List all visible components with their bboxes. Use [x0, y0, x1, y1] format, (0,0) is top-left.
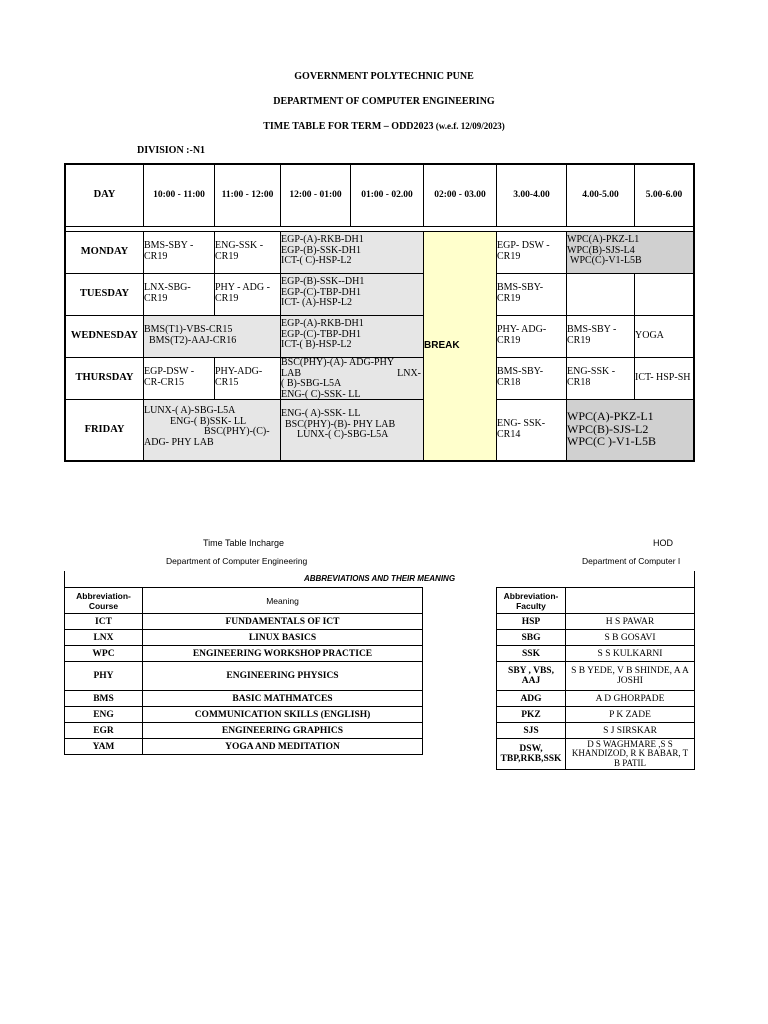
line: CR19 — [144, 292, 168, 304]
line: ENG-SSK - — [215, 240, 264, 251]
thursday-lab — [281, 358, 424, 400]
course-abbreviations-table — [64, 587, 423, 755]
meaning-header: Meaning — [143, 588, 423, 614]
faculty-name: D S WAGHMARE ,S S KHANDIZOD, R K BABAR, T B PATIL — [566, 739, 695, 770]
department-name: DEPARTMENT OF COMPUTER ENGINEERING — [273, 96, 495, 107]
tuesday-lab — [281, 274, 424, 316]
tuesday-slot-6 — [497, 274, 567, 316]
table-row — [497, 614, 695, 630]
line: PHY-ADG- — [215, 366, 263, 377]
slot-header: 10:00 - 11:00 — [144, 165, 215, 227]
monday-slot-6 — [497, 232, 567, 274]
faculty-abbr: SBY , VBS, AAJ — [497, 662, 566, 691]
hod-label: HOD — [653, 538, 673, 548]
faculty-abbreviations-table — [496, 587, 695, 770]
slot-header: 01:00 - 02.00 — [351, 165, 424, 227]
course-meaning: BASIC MATHMATCES — [143, 691, 423, 707]
faculty-name: P K ZADE — [566, 707, 695, 723]
table-row — [65, 723, 423, 739]
faculty-abbr: SJS — [497, 723, 566, 739]
table-row — [497, 723, 695, 739]
line: LNX-SBG- — [144, 282, 191, 293]
friday-lab-1 — [144, 400, 281, 460]
faculty-abbr-header: Abbreviation-Faculty — [497, 588, 566, 614]
line-part: LAB — [281, 367, 301, 379]
wednesday-slot-6 — [497, 316, 567, 358]
line: CR-CR15 — [144, 376, 185, 388]
slot-header: 02:00 - 03.00 — [424, 165, 497, 227]
table-row — [497, 630, 695, 646]
line: PHY - ADG - — [215, 282, 270, 293]
wednesday-tutorial — [144, 316, 281, 358]
course-abbr: WPC — [65, 646, 143, 662]
slot-header: 5.00-6.00 — [635, 165, 693, 227]
slot-header: 4.00-5.00 — [567, 165, 635, 227]
line: WPC(A)-PKZ-L1 — [567, 409, 654, 423]
faculty-abbr: SBG — [497, 630, 566, 646]
table-row — [497, 588, 695, 614]
line: EGP- DSW - — [497, 240, 550, 251]
monday-slot-1 — [144, 232, 215, 274]
line: BSC(PHY)-(C)- — [204, 426, 270, 437]
term-title — [0, 121, 768, 132]
abbreviations-title: ABBREVIATIONS AND THEIR MEANING — [64, 571, 695, 587]
line: EGP-(A)-RKB-DH1 — [281, 234, 364, 245]
table-row — [497, 646, 695, 662]
course-abbr: ICT — [65, 614, 143, 630]
line: BMS-SBY- — [497, 282, 544, 293]
line: BMS-SBY - — [144, 240, 194, 251]
line: EGP-(C)-TBP-DH1 — [281, 328, 361, 340]
day-thursday: THURSDAY — [66, 358, 144, 400]
line: PHY- ADG- — [497, 324, 547, 335]
line: CR19 — [567, 334, 591, 346]
table-row — [65, 739, 423, 755]
course-abbr-header: Abbreviation-Course — [65, 588, 143, 614]
break-label: BREAK — [424, 339, 460, 351]
line: BMS-SBY- — [497, 366, 544, 377]
faculty-name: A D GHORPADE — [566, 691, 695, 707]
faculty-name-header — [566, 588, 695, 614]
tuesday-slot-7 — [567, 274, 635, 316]
wednesday-slot-8 — [635, 316, 693, 358]
line: BMS(T2)-AAJ-CR16 — [149, 334, 237, 346]
line: CR19 — [497, 250, 521, 262]
table-row — [497, 662, 695, 691]
line: ( B)-SBG-L5A — [281, 378, 342, 389]
line: CR19 — [497, 292, 521, 304]
thursday-slot-6 — [497, 358, 567, 400]
table-row — [497, 691, 695, 707]
timetable — [64, 163, 695, 462]
line: ADG- PHY LAB — [144, 436, 214, 448]
line: ENG-( B)SSK- LL — [170, 415, 247, 427]
tuesday-slot-2 — [215, 274, 281, 316]
line: CR19 — [215, 292, 239, 304]
table-row — [497, 739, 695, 770]
table-row — [65, 588, 423, 614]
term-suffix: (w.e.f. 12/09/2023) — [433, 121, 505, 131]
line: CR15 — [215, 376, 239, 388]
thursday-slot-2 — [215, 358, 281, 400]
yoga-label: YOGA — [635, 330, 664, 342]
friday-lab-3 — [567, 400, 693, 460]
line: BMS-SBY - — [567, 324, 617, 335]
table-row — [65, 630, 423, 646]
table-row — [497, 707, 695, 723]
course-meaning: LINUX BASICS — [143, 630, 423, 646]
line: EGP-DSW - — [144, 366, 195, 377]
thursday-slot-8 — [635, 358, 693, 400]
line: CR14 — [497, 428, 521, 440]
line: ENG-( A)-SSK- LL — [281, 408, 361, 419]
line: ICT- (A)-HSP-L2 — [281, 297, 353, 308]
line: CR19 — [215, 250, 239, 262]
day-tuesday: TUESDAY — [66, 274, 144, 316]
table-row — [65, 707, 423, 723]
monday-slot-2 — [215, 232, 281, 274]
line: ICT-( B)-HSP-L2 — [281, 339, 352, 350]
faculty-abbr: HSP — [497, 614, 566, 630]
line-part: LNX- — [397, 367, 421, 379]
faculty-name: S B GOSAVI — [566, 630, 695, 646]
line: CR18 — [497, 376, 521, 388]
table-row — [65, 691, 423, 707]
wednesday-lab — [281, 316, 424, 358]
line: EGP-(B)-SSK--DH1 — [281, 276, 365, 287]
line: ENG- SSK- — [497, 418, 546, 429]
course-abbr: PHY — [65, 662, 143, 691]
slot-header: 12:00 - 01:00 — [281, 165, 351, 227]
faculty-name: S S KULKARNI — [566, 646, 695, 662]
table-row — [65, 614, 423, 630]
thursday-slot-1 — [144, 358, 215, 400]
course-meaning: ENGINEERING PHYSICS — [143, 662, 423, 691]
friday-slot-6 — [497, 400, 567, 460]
course-meaning: ENGINEERING GRAPHICS — [143, 723, 423, 739]
faculty-name: S J SIRSKAR — [566, 723, 695, 739]
break-cell — [424, 232, 497, 460]
division-label: DIVISION :-N1 — [137, 145, 206, 156]
line: BSC(PHY)-(B)- PHY LAB — [285, 418, 396, 430]
wednesday-slot-7 — [567, 316, 635, 358]
course-abbr: BMS — [65, 691, 143, 707]
line: WPC(B)-SJS-L4 — [567, 244, 635, 256]
incharge-label: Time Table Incharge — [203, 538, 285, 548]
slot-header: 11:00 - 12:00 — [215, 165, 281, 227]
course-abbr: EGR — [65, 723, 143, 739]
line: ICT-( C)-HSP-L2 — [281, 255, 352, 266]
line: LUNX-( A)-SBG-L5A — [144, 405, 236, 416]
monday-lab — [281, 232, 424, 274]
table-row — [65, 646, 423, 662]
monday-lab-2 — [567, 232, 693, 274]
institute-name: GOVERNMENT POLYTECHNIC PUNE — [294, 71, 474, 82]
line: EGP-(A)-RKB-DH1 — [281, 318, 364, 329]
course-meaning: YOGA AND MEDITATION — [143, 739, 423, 755]
slot-header: 3.00-4.00 — [497, 165, 567, 227]
table-row — [65, 662, 423, 691]
tuesday-slot-1 — [144, 274, 215, 316]
term-main: TIME TABLE FOR TERM – ODD2023 — [263, 121, 434, 132]
tuesday-slot-8 — [635, 274, 693, 316]
line: WPC(C)-V1-L5B — [570, 255, 642, 266]
course-abbr: YAM — [65, 739, 143, 755]
ict-label: ICT- HSP-SH — [635, 372, 691, 384]
line: ENG-( C)-SSK- LL — [281, 388, 361, 400]
day-monday: MONDAY — [66, 232, 144, 274]
course-abbr: LNX — [65, 630, 143, 646]
faculty-abbr: PKZ — [497, 707, 566, 723]
day-friday: FRIDAY — [66, 400, 144, 460]
line: CR18 — [567, 376, 591, 388]
line: ENG-SSK - — [567, 366, 616, 377]
line: CR19 — [144, 250, 168, 262]
course-meaning: ENGINEERING WORKSHOP PRACTICE — [143, 646, 423, 662]
line: EGP-(C)-TBP-DH1 — [281, 286, 361, 298]
hod-dept: Department of Computer I — [582, 556, 681, 566]
faculty-abbr: DSW, TBP,RKB,SSK — [497, 739, 566, 770]
line: WPC(C )-V1-L5B — [567, 434, 656, 448]
line: BSC(PHY)-(A)- ADG-PHY — [281, 358, 395, 368]
faculty-name: S B YEDE, V B SHINDE, A A JOSHI — [566, 662, 695, 691]
line: BMS(T1)-VBS-CR15 — [144, 324, 233, 335]
thursday-slot-7 — [567, 358, 635, 400]
faculty-abbr: ADG — [497, 691, 566, 707]
line: WPC(B)-SJS-L2 — [567, 421, 649, 436]
faculty-abbr: SSK — [497, 646, 566, 662]
line: CR19 — [497, 334, 521, 346]
line: EGP-(B)-SSK-DH1 — [281, 244, 361, 256]
line: LUNX-( C)-SBG-L5A — [297, 429, 389, 440]
day-wednesday: WEDNESDAY — [66, 316, 144, 358]
course-meaning: COMMUNICATION SKILLS (ENGLISH) — [143, 707, 423, 723]
incharge-dept: Department of Computer Engineering — [166, 556, 308, 566]
day-header: DAY — [66, 165, 144, 227]
friday-lab-2 — [281, 400, 424, 460]
course-meaning: FUNDAMENTALS OF ICT — [143, 614, 423, 630]
faculty-name: H S PAWAR — [566, 614, 695, 630]
course-abbr: ENG — [65, 707, 143, 723]
line: WPC(A)-PKZ-L1 — [567, 234, 640, 245]
